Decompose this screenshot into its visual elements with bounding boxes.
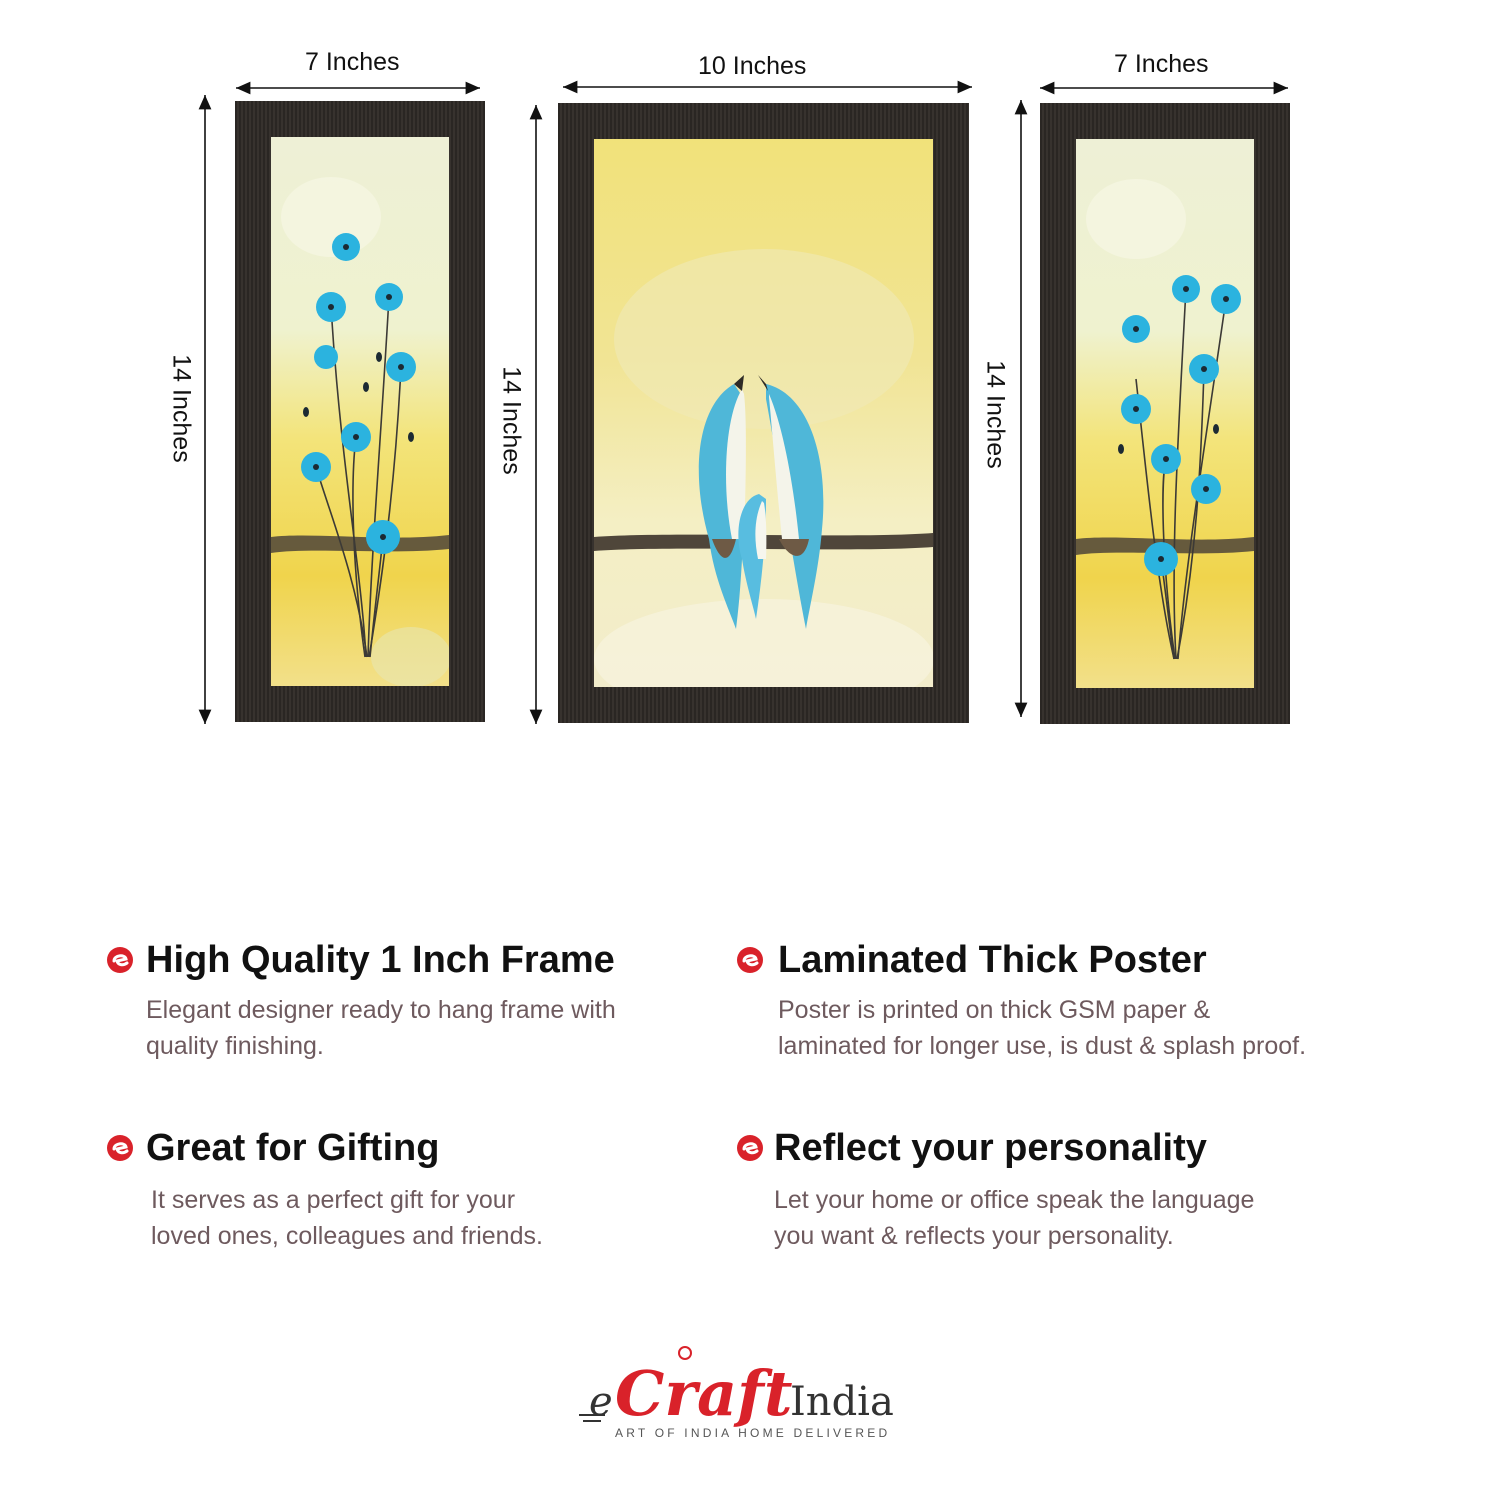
- svg-text:India: India: [790, 1379, 894, 1425]
- ecraft-bullet-icon: [106, 946, 134, 974]
- right-frame: [1040, 103, 1290, 724]
- feature-desc: It serves as a perfect gift for your loved ones, colleagues and friends.: [151, 1186, 543, 1250]
- feature-desc: Elegant designer ready to hang frame with quality finishing.: [146, 996, 616, 1060]
- feature-poster: [736, 938, 1306, 1064]
- right-height-label: 14 Inches: [981, 360, 1010, 469]
- center-width-label: 10 Inches: [698, 52, 807, 80]
- ecraft-bullet-icon: [736, 1134, 764, 1162]
- center-frame: [558, 103, 969, 723]
- left-width-label: 7 Inches: [305, 48, 400, 76]
- right-painting: [1076, 139, 1254, 688]
- left-frame: [235, 101, 485, 722]
- bird-family-icon: [594, 139, 933, 687]
- ecraft-bullet-icon: [736, 946, 764, 974]
- feature-frame: [106, 938, 616, 1064]
- feature-gifting: [106, 1126, 543, 1254]
- svg-text:Craft: Craft: [615, 1357, 793, 1430]
- logo-tagline: ART OF INDIA HOME DELIVERED: [615, 1426, 891, 1440]
- center-height-label: 14 Inches: [497, 366, 526, 475]
- left-height-label: 14 Inches: [167, 354, 196, 463]
- feature-personality: [736, 1126, 1254, 1254]
- ecraft-bullet-icon: [106, 1134, 134, 1162]
- center-painting: [594, 139, 933, 687]
- ecraftindia-logo: [575, 1335, 930, 1445]
- feature-desc: Let your home or office speak the language you want & reflects your personality.: [774, 1186, 1255, 1250]
- feature-title: Great for Gifting: [146, 1127, 440, 1169]
- feature-title: Reflect your personality: [774, 1127, 1207, 1169]
- feature-title: Laminated Thick Poster: [778, 939, 1207, 981]
- feature-title: High Quality 1 Inch Frame: [146, 939, 615, 981]
- svg-text:e: e: [589, 1379, 613, 1425]
- feature-desc: Poster is printed on thick GSM paper & laminated for longer use, is dust & splash proof.: [778, 996, 1307, 1060]
- blue-poppy-flowers-icon: [271, 137, 449, 686]
- blue-poppy-flowers-icon: [1076, 139, 1254, 688]
- left-painting: [271, 137, 449, 686]
- right-width-label: 7 Inches: [1114, 50, 1209, 78]
